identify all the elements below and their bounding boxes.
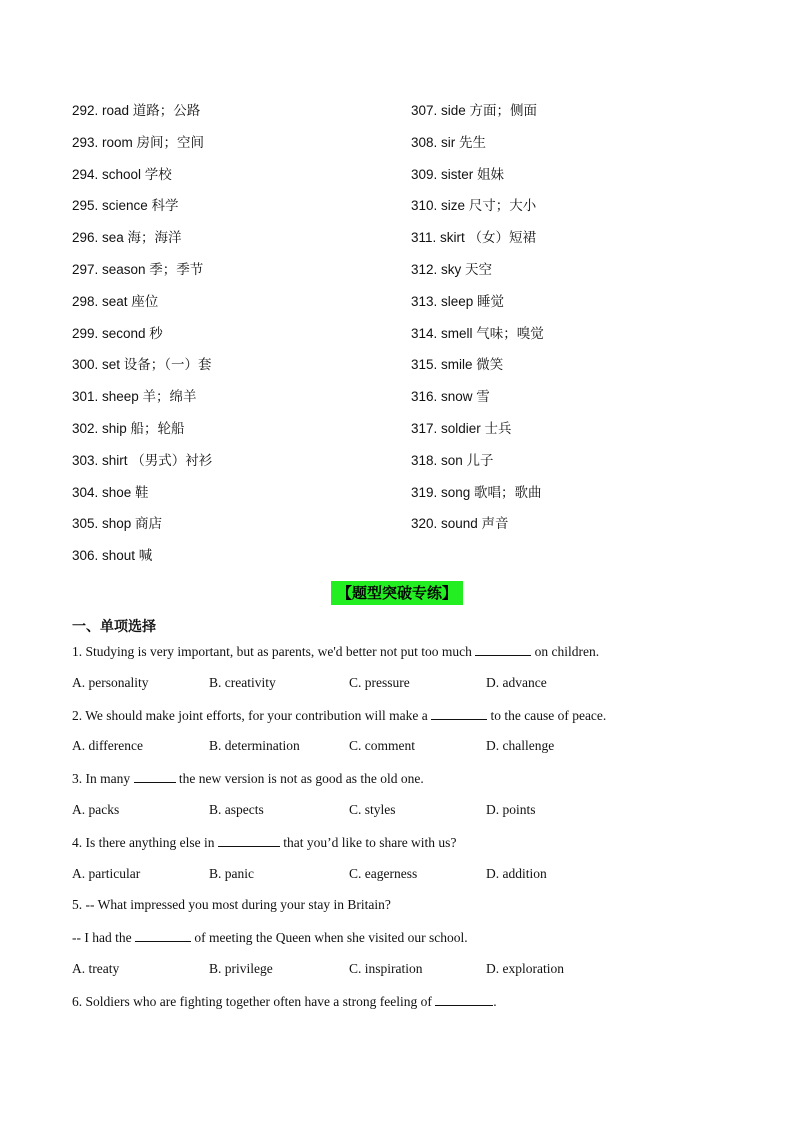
question-5-reply [72, 929, 468, 946]
banner-row [0, 581, 794, 605]
option-d: D. points [486, 802, 536, 817]
answer-blank[interactable] [218, 834, 280, 847]
option-b: B. privilege [209, 961, 273, 976]
option-d: D. addition [486, 866, 547, 881]
option-a: A. treaty [72, 961, 120, 976]
question-3-text-before: 3. In many [72, 771, 134, 786]
answer-blank[interactable] [431, 707, 487, 720]
vocab-item-315: 315. smile 微笑 [411, 357, 504, 373]
vocab-item-302: 302. ship 船；轮船 [72, 420, 185, 436]
answer-blank[interactable] [435, 993, 493, 1006]
vocab-item-307: 307. side 方面；侧面 [411, 103, 538, 118]
vocab-item-303: 303. shirt （男式）衬衫 [72, 452, 213, 468]
vocab-item-309: 309. sister 姐妹 [411, 166, 505, 182]
option-b: B. aspects [209, 802, 264, 817]
vocab-item-305: 305. shop 商店 [72, 516, 163, 532]
question-6-text-after: . [493, 994, 497, 1009]
option-d: D. exploration [486, 961, 564, 976]
question-1 [72, 643, 599, 660]
option-c: C. comment [349, 738, 415, 753]
vocab-list-right [411, 101, 544, 546]
answer-blank[interactable] [135, 929, 191, 942]
vocab-item-292: 292. road 道路；公路 [72, 103, 201, 118]
question-1-text-before: 1. Studying is very important, but as parents, we'd better not put too much [72, 644, 476, 659]
vocab-item-316: 316. snow 雪 [411, 389, 490, 405]
vocab-item-295: 295. science 科学 [72, 198, 179, 214]
vocab-item-311: 311. skirt （女）短裙 [411, 230, 537, 246]
vocab-item-319: 319. song 歌唱；歌曲 [411, 484, 542, 500]
vocab-item-318: 318. son 儿子 [411, 452, 494, 468]
vocab-item-320: 320. sound 声音 [411, 516, 509, 532]
question-4-text-before: 4. Is there anything else in [72, 835, 218, 850]
vocab-item-301: 301. sheep 羊；绵羊 [72, 389, 197, 405]
option-d: D. challenge [486, 738, 555, 753]
vocab-item-317: 317. soldier 士兵 [411, 420, 512, 436]
section-heading: 一、单项选择 [72, 619, 156, 635]
option-c: C. pressure [349, 675, 410, 690]
vocab-item-308: 308. sir 先生 [411, 134, 487, 150]
vocab-item-304: 304. shoe 鞋 [72, 484, 149, 500]
vocab-item-306: 306. shout 喊 [72, 548, 153, 564]
vocab-item-294: 294. school 学校 [72, 166, 172, 182]
vocab-item-313: 313. sleep 睡觉 [411, 293, 505, 309]
question-6-text-before: 6. Soldiers who are fighting together often have a strong feeling of [72, 994, 436, 1009]
question-3 [72, 770, 424, 787]
vocab-item-293: 293. room 房间；空间 [72, 134, 205, 150]
vocab-list-left [72, 101, 212, 578]
question-6 [72, 993, 497, 1010]
question-5-text-after: of meeting the Queen when she visited our school. [190, 930, 468, 945]
option-c: C. eagerness [349, 866, 418, 881]
question-2-text-before: 2. We should make joint efforts, for your contribution will make a [72, 708, 432, 723]
question-2-text-after: to the cause of peace. [487, 708, 607, 723]
answer-blank[interactable] [475, 643, 531, 656]
option-a: A. particular [72, 866, 141, 881]
option-a: A. difference [72, 738, 143, 753]
vocab-item-297: 297. season 季；季节 [72, 261, 204, 277]
vocab-item-312: 312. sky 天空 [411, 261, 493, 277]
question-4 [72, 834, 456, 851]
question-5-text-before: -- I had the [72, 930, 135, 945]
option-b: B. determination [209, 738, 300, 753]
vocab-item-299: 299. second 秒 [72, 325, 163, 341]
option-b: B. creativity [209, 675, 276, 690]
option-b: B. panic [209, 866, 254, 881]
option-c: C. inspiration [349, 961, 423, 976]
option-a: A. personality [72, 675, 149, 690]
answer-blank[interactable] [134, 770, 176, 783]
question-4-text-after: that you’d like to share with us? [279, 835, 457, 850]
vocab-item-300: 300. set 设备；（一）套 [72, 357, 212, 373]
vocab-item-310: 310. size 尺寸；大小 [411, 198, 537, 214]
question-3-text-after: the new version is not as good as the old one. [175, 771, 424, 786]
vocab-item-296: 296. sea 海；海洋 [72, 230, 182, 246]
option-c: C. styles [349, 802, 396, 817]
question-5: 5. -- What impressed you most during your stay in Britain? [72, 897, 391, 912]
question-1-text-after: on children. [531, 644, 600, 659]
vocab-item-298: 298. seat 座位 [72, 293, 159, 309]
section-banner: 【题型突破专练】 [331, 581, 463, 605]
question-2 [72, 707, 606, 724]
vocab-item-314: 314. smell 气味；嗅觉 [411, 325, 544, 341]
option-a: A. packs [72, 802, 120, 817]
option-d: D. advance [486, 675, 547, 690]
